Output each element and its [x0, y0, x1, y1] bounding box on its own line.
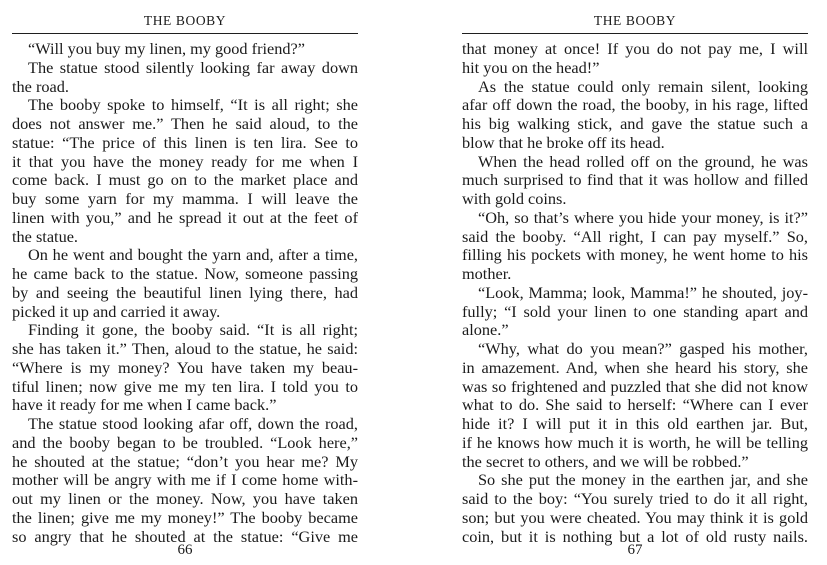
text-line: linen with you,” and he spread it out at the feet of	[12, 208, 358, 227]
text-line: said to the boy: “You surely tried to do it all right,	[462, 490, 808, 508]
text-line: come back. I must go on to the market place and	[12, 171, 358, 190]
text-line: she has taken it.” Then, aloud to the statue, he said:	[12, 340, 358, 358]
text-line: “Where is my money? You have taken my beau-	[12, 358, 358, 377]
text-line: The statue stood silently looking far away down	[28, 58, 358, 77]
page-number: 67	[627, 542, 643, 558]
text-line: picked it up and carried it away.	[12, 302, 221, 321]
text-line: does not answer me.” Then he said aloud, to the	[12, 115, 358, 133]
text-line: that money at once! If you do not pay me, I will	[462, 40, 808, 58]
text-line: buy some yarn for my mamma. I will leave the	[12, 190, 358, 208]
left-page	[12, 0, 358, 565]
running-head: THE BOOBY	[593, 13, 677, 28]
text-line: in amazement. And, when she heard his story, she	[462, 358, 808, 377]
page-body	[12, 40, 358, 546]
text-line: As the statue could only remain silent, looking	[478, 77, 808, 96]
text-line: was so frightened and puzzled that she did not know	[462, 377, 808, 396]
text-line: he came back to the statue. Now, someone passing	[12, 265, 358, 283]
text-line: by and seeing the beautiful linen lying there, had	[12, 283, 358, 302]
text-line: and the booby began to be troubled. “Look here,”	[12, 433, 358, 452]
text-line: it that you have the money ready for me when I	[12, 152, 358, 171]
text-line: “Oh, so that’s where you hide your money, is it?”	[478, 208, 808, 227]
text-line: the linen; give me my money!” The booby became	[12, 508, 358, 527]
text-line: the road.	[12, 77, 69, 96]
text-line: “Look, Mamma; look, Mamma!” he shouted, joy-	[478, 283, 808, 302]
text-line: alone.”	[462, 321, 509, 340]
text-line: son; but you were cheated. You may think it is gold	[462, 508, 808, 527]
text-line: “Will you buy my linen, my good friend?”	[28, 40, 305, 58]
text-line: hide it? I will put it in this old earthen jar. But,	[462, 415, 808, 433]
header-rule	[12, 33, 358, 34]
text-line: much surprised to find that it was hollow and filled	[462, 171, 808, 190]
right-page	[462, 0, 808, 565]
text-line: blow that he broke off its head.	[462, 133, 665, 152]
text-line: fully; “I sold your linen to one standing apart and	[462, 302, 808, 321]
text-line: So she put the money in the earthen jar, and she	[478, 471, 808, 490]
page-number: 66	[177, 542, 193, 558]
text-line: said the booby. “All right, I can pay myself.” So,	[462, 227, 808, 246]
text-line: Finding it gone, the booby said. “It is all right;	[28, 321, 358, 340]
text-line: tiful linen; now give me my ten lira. I told you to	[12, 377, 358, 396]
text-line: hit you on the head!”	[462, 58, 600, 77]
text-line: out my linen or the money. Now, you have taken	[12, 490, 358, 508]
text-line: if he knows how much it is worth, he will be telling	[462, 433, 808, 452]
text-line: with gold coins.	[462, 190, 567, 208]
text-line: what to do. She said to herself: “Where can I ever	[462, 396, 808, 415]
text-line: statue: “The price of this linen is ten lira. See to	[12, 133, 358, 152]
text-line: The booby spoke to himself, “It is all right; she	[28, 96, 358, 115]
text-line: mother.	[462, 265, 512, 283]
text-line: When the head rolled off on the ground, he was	[478, 152, 808, 171]
page-body	[462, 40, 808, 546]
text-line: he shouted at the statue; “don’t you hear me? My	[12, 452, 358, 471]
header-rule	[462, 33, 808, 34]
text-line: the secret to others, and we will be robbed.”	[462, 452, 749, 471]
text-line: have it ready for me when I came back.”	[12, 396, 277, 415]
text-line: The statue stood looking afar off, down the road,	[28, 415, 358, 433]
text-line: the statue.	[12, 227, 79, 246]
text-line: mother will be angry with me if I come home with-	[12, 471, 358, 490]
text-line: afar off down the road, the booby, in his rage, lifted	[462, 96, 808, 115]
text-line: filling his pockets with money, he went home to his	[462, 246, 808, 265]
text-line: so angry that he shouted at the statue: “Give me	[12, 527, 358, 546]
text-line: coin, but it is nothing but a lot of old rusty nails.	[462, 527, 808, 546]
running-head: THE BOOBY	[143, 13, 227, 28]
text-line: On he went and bought the yarn and, after a time,	[28, 246, 358, 265]
text-line: “Why, what do you mean?” gasped his mother,	[478, 340, 808, 358]
text-line: his big walking stick, and gave the statue such a	[462, 115, 808, 133]
